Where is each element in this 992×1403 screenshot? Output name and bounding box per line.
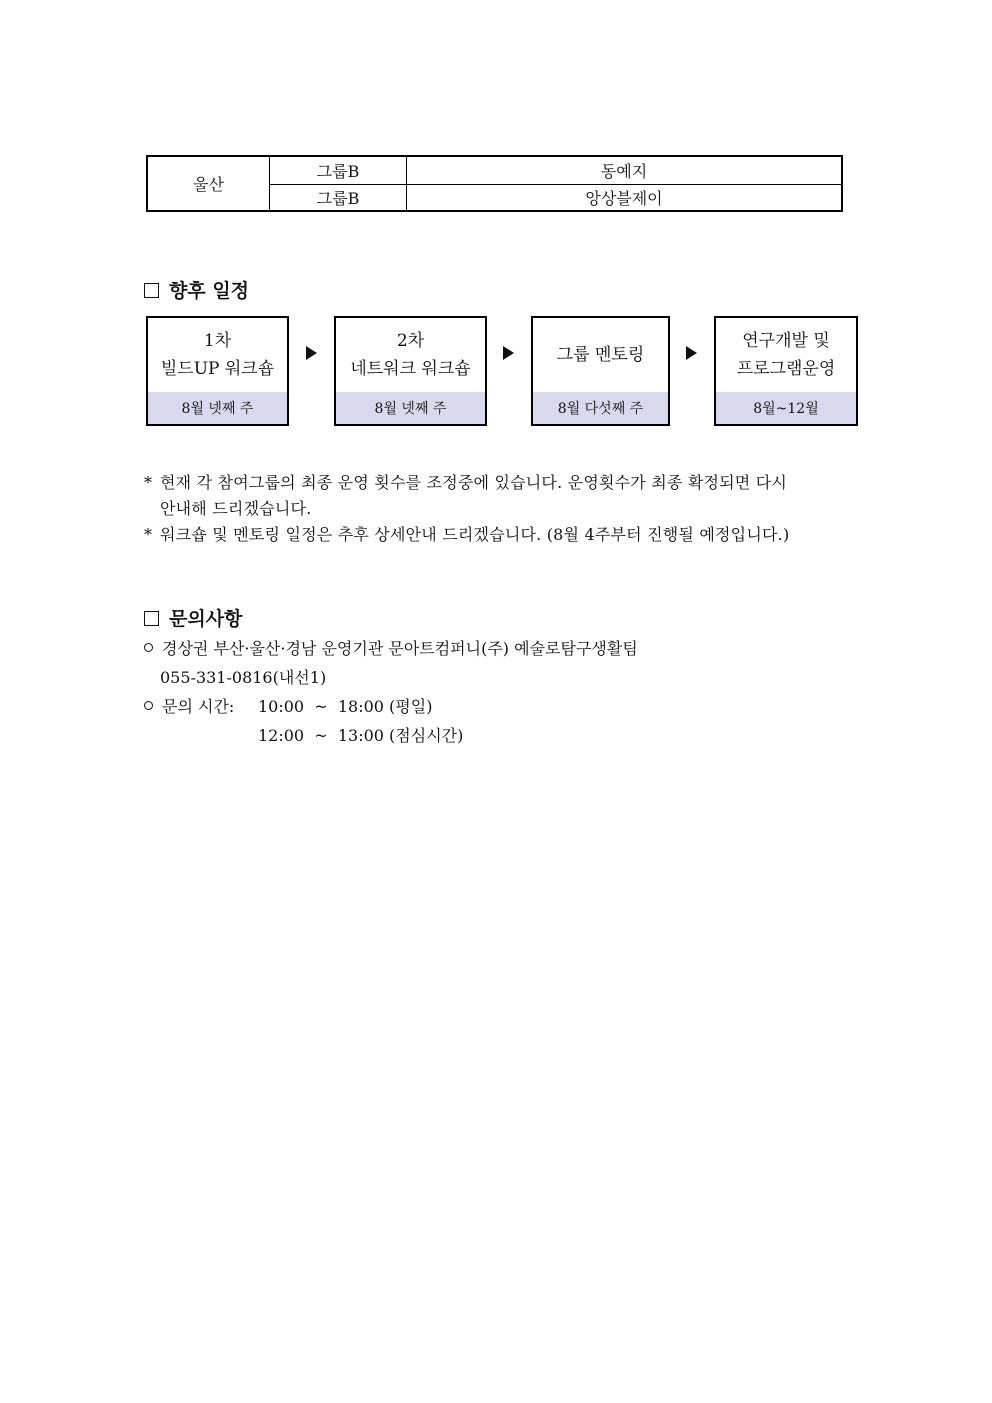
note-text: 안내해 드리겠습니다. [160,499,312,518]
step-date: 8월 넷째 주 [148,392,287,424]
inquiry-title: 문의사항 [169,608,243,630]
arrow-right-icon [686,346,697,360]
step-line1: 그룹 멘토링 [556,345,645,365]
group-cell: 그룹B [270,156,407,184]
step-line2: 빌드UP 워크숍 [160,359,275,379]
note-2 [144,522,856,548]
inquiry-org-line [144,634,638,663]
region-cell: 울산 [147,156,270,211]
group-cell: 그룹B [270,184,407,211]
circle-bullet-icon [144,643,153,652]
note-text: 워크숍 및 멘토링 일정은 추후 상세안내 드리겠습니다. (8월 4주부터 진행될 예정입니다.) [160,525,790,544]
schedule-step [334,316,487,426]
name-cell: 앙상블제이 [407,184,843,211]
inquiry-hours-line [144,692,234,721]
step-date: 8월 넷째 주 [336,392,485,424]
note-mark: * [144,525,153,544]
arrow-right-icon [306,346,317,360]
group-table [146,155,843,212]
step-line1: 1차 [203,331,232,351]
step-line1: 연구개발 및 [742,331,830,351]
schedule-heading [144,276,249,303]
note-mark: * [144,473,153,492]
inquiry-hours-lunch: 12:00 ~ 13:00 (점심시간) [258,726,464,745]
checkbox-icon [144,611,159,626]
step-line2: 네트워크 워크숍 [350,359,471,379]
inquiry-hours-weekday: 10:00 ~ 18:00 (평일) [258,697,433,716]
schedule-step [714,316,858,426]
step-line1: 2차 [396,331,425,351]
inquiry-hours-label: 문의 시간: [162,697,235,716]
step-line2: 프로그램운영 [736,359,836,379]
inquiry-phone: 055-331-0816(내선1) [160,668,327,687]
note-1 [144,470,856,522]
name-cell: 동예지 [407,156,843,184]
checkbox-icon [144,283,159,298]
inquiry-org: 경상권 부산·울산·경남 운영기관 문아트컴퍼니(주) 예술로탐구생활팀 [162,639,638,658]
step-date: 8월 다섯째 주 [533,392,668,424]
circle-bullet-icon [144,701,153,710]
note-text: 현재 각 참여그룹의 최종 운영 횟수를 조정중에 있습니다. 운영횟수가 최종 확정되면 다시 [160,473,788,492]
schedule-step [146,316,289,426]
step-date: 8월~12월 [716,392,856,424]
arrow-right-icon [503,346,514,360]
schedule-step [531,316,670,426]
schedule-title: 향후 일정 [169,280,250,302]
inquiry-heading [144,604,242,631]
